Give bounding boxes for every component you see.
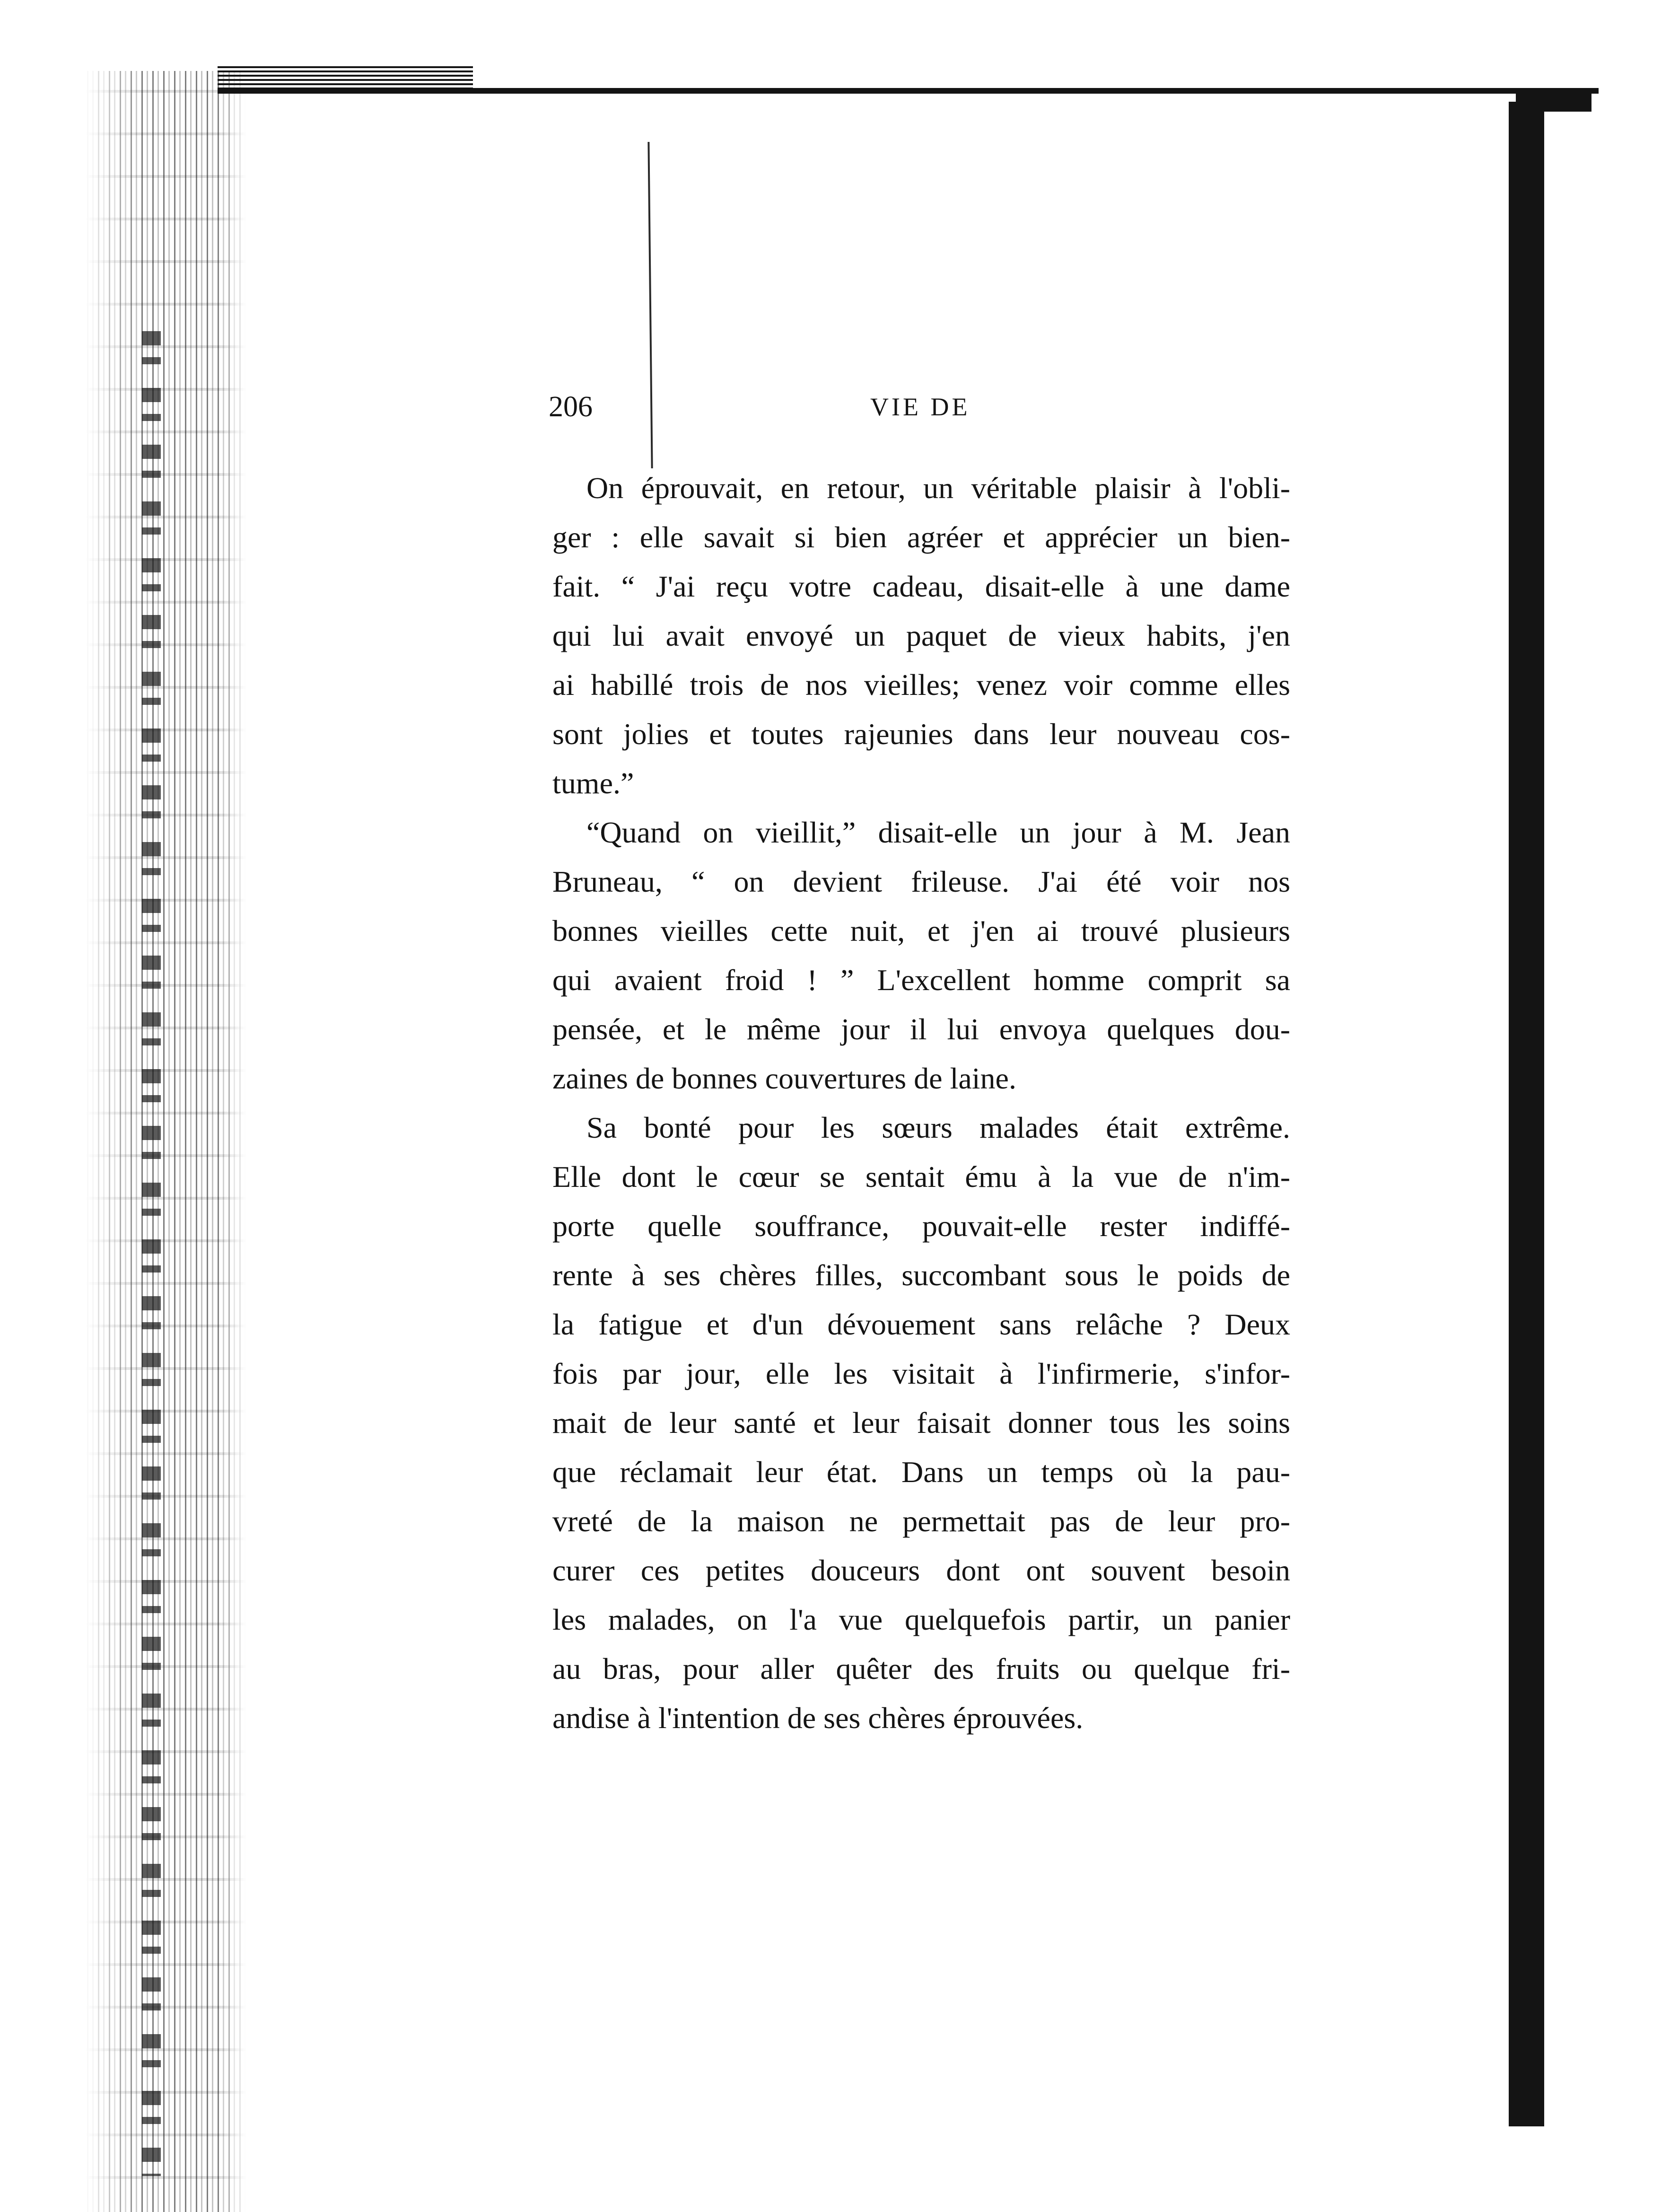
text-line: Bruneau, “ on devient frileuse. J'ai été voir nos [552, 865, 1290, 898]
text-line: mait de leur santé et leur faisait donner tous les soins [552, 1406, 1290, 1440]
text-line: tume.” [552, 766, 634, 800]
text-line: rente à ses chères filles, succombant sous le poids de [552, 1258, 1290, 1292]
text-line: On éprouvait, en retour, un véritable plaisir à l'obli- [586, 471, 1290, 505]
text-line: Elle dont le cœur se sentait ému à la vue de n'im- [552, 1160, 1290, 1194]
text-line: que réclamait leur état. Dans un temps où la pau- [552, 1455, 1290, 1489]
paragraph [552, 1103, 1290, 1743]
text-line: ger : elle savait si bien agréer et apprécier un bien- [552, 520, 1290, 554]
text-line: fois par jour, elle les visitait à l'infirmerie, s'infor- [552, 1357, 1290, 1390]
text-line: les malades, on l'a vue quelquefois partir, un panier [552, 1603, 1290, 1636]
text-line: andise à l'intention de ses chères éprouvées. [552, 1701, 1084, 1735]
page-header [549, 388, 1286, 426]
paragraph [552, 808, 1290, 1103]
running-head: VIE DE [870, 393, 971, 421]
scan-binding-shadow [142, 331, 161, 2176]
text-line: “Quand on vieillit,” disait-elle un jour à M. Jean [586, 816, 1290, 849]
text-line: la fatigue et d'un dévouement sans relâche ? Deux [552, 1308, 1290, 1341]
scan-edge-noise [0, 71, 246, 2212]
scan-top-rule [218, 88, 1599, 94]
paragraph [552, 464, 1290, 808]
scan-top-edge-noise [218, 66, 473, 89]
text-line: zaines de bonnes couvertures de laine. [552, 1062, 1016, 1095]
body-text [552, 464, 1290, 1743]
text-line: sont jolies et toutes rajeunies dans leur nouveau cos- [552, 717, 1290, 751]
text-line: au bras, pour aller quêter des fruits ou quelque fri- [552, 1652, 1290, 1685]
text-line: qui avaient froid ! ” L'excellent homme comprit sa [552, 963, 1290, 997]
text-line: ai habillé trois de nos vieilles; venez voir comme elles [552, 668, 1290, 702]
text-line: bonnes vieilles cette nuit, et j'en ai trouvé plusieurs [552, 914, 1290, 948]
text-line: curer ces petites douceurs dont ont souvent besoin [552, 1554, 1290, 1587]
text-line: qui lui avait envoyé un paquet de vieux habits, j'en [552, 619, 1290, 652]
text-line: fait. “ J'ai reçu votre cadeau, disait-elle à une dame [552, 570, 1290, 603]
text-line: porte quelle souffrance, pouvait-elle rester indiffé- [552, 1209, 1290, 1243]
text-line: Sa bonté pour les sœurs malades était extrême. [586, 1111, 1290, 1144]
text-line: vreté de la maison ne permettait pas de leur pro- [552, 1504, 1290, 1538]
scan-right-border [1509, 102, 1544, 2126]
text-line: pensée, et le même jour il lui envoya quelques dou- [552, 1012, 1290, 1046]
page-number: 206 [549, 391, 593, 423]
